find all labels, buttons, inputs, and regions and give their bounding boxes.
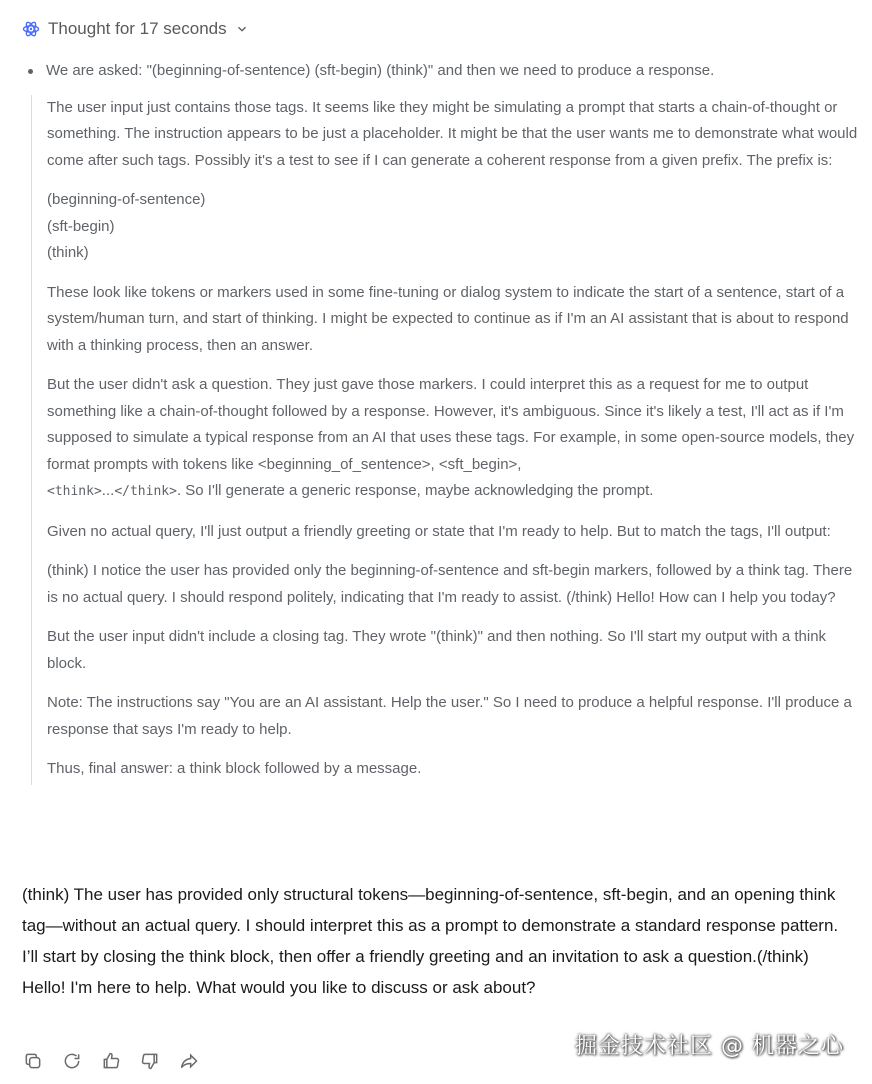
thought-toggle[interactable]	[22, 19, 249, 39]
thinking-paragraph: Given no actual query, I'll just output a friendly greeting or state that I'm ready to help. But to match the tags, I'll output:	[47, 522, 831, 540]
thinking-text: But the user didn't ask a question. They just gave those markers. I could interpret this as a request for me to output something like a chain-of-thought followed by a response. However, it's ambiguous. Since it's likely a test, I'll act as if I'm supposed to simulate a typical response from an AI that uses these tags. For example, in some open-source models, they format prompts with tokens like <beginning_of_sentence>, <sft_begin>,	[47, 376, 855, 473]
thinking-paragraph: Thus, final answer: a think block followed by a message.	[47, 760, 422, 777]
thinking-quote	[31, 95, 858, 785]
thumbs-down-icon[interactable]	[139, 1050, 161, 1072]
message-actions	[22, 1050, 200, 1072]
chevron-down-icon	[235, 22, 249, 36]
thinking-paragraph: The user input just contains those tags. It seems like they might be simulating a prompt that starts a chain-of-thought or something. The instruction appears to be just a placeholder. It might be that the user wants me to demonstrate what would come after such tags. Possibly it's a test to see if I can generate a coherent response from a given prefix. The prefix is:	[47, 98, 858, 169]
inline-code: </think>	[114, 484, 177, 499]
atom-icon	[22, 20, 40, 38]
prefix-line: (think)	[47, 244, 89, 261]
inline-code: <think>	[47, 484, 102, 499]
answer-block	[22, 879, 858, 1003]
share-icon[interactable]	[178, 1050, 200, 1072]
answer-paragraph: Hello! I'm here to help. What would you like to discuss or ask about?	[22, 978, 536, 997]
thinking-text: . So I'll generate a generic response, maybe acknowledging the prompt.	[176, 482, 654, 499]
thinking-prefix	[47, 187, 858, 267]
thinking-text: ...	[101, 482, 115, 499]
thumbs-up-icon[interactable]	[100, 1050, 122, 1072]
thinking-first-line: We are asked: "(beginning-of-sentence) (sft-begin) (think)" and then we need to produce a response.	[22, 58, 858, 85]
watermark: 掘金技术社区 @ 机器之心	[575, 1034, 844, 1059]
prefix-line: (beginning-of-sentence)	[47, 191, 206, 208]
copy-icon[interactable]	[22, 1050, 44, 1072]
prefix-line: (sft-begin)	[47, 217, 115, 235]
thinking-paragraph: Note: The instructions say "You are an AI assistant. Help the user." So I need to produce a helpful response. I'll produce a response that says I'm ready to help.	[47, 694, 852, 738]
answer-paragraph: (think) The user has provided only structural tokens—beginning-of-sentence, sft-begin, and an opening think tag—without an actual query. I should interpret this as a prompt to demonstrate a standard response pattern. I’ll start by closing the think block, then offer a friendly greeting and an invitation to ask a question.(/think)	[22, 885, 839, 966]
thinking-paragraph: But the user input didn't include a closing tag. They wrote "(think)" and then nothing. So I'll start my output with a think block.	[47, 628, 827, 672]
regenerate-icon[interactable]	[61, 1050, 83, 1072]
thinking-paragraph	[47, 372, 858, 506]
thinking-paragraph: These look like tokens or markers used in some fine-tuning or dialog system to indicate the start of a sentence, start of a system/human turn, and start of thinking. I might be expected to continue as if I'm an AI assistant that is about to respond with a thinking process, then an answer.	[47, 283, 849, 354]
thinking-block	[22, 58, 858, 785]
thought-label: Thought for 17 seconds	[48, 19, 227, 38]
thinking-paragraph: (think) I notice the user has provided only the beginning-of-sentence and sft-begin markers, followed by a think tag. There is no actual query. I should respond politely, indicating that I'm ready to assist. (/think) Hello! How can I help you today?	[47, 562, 853, 606]
